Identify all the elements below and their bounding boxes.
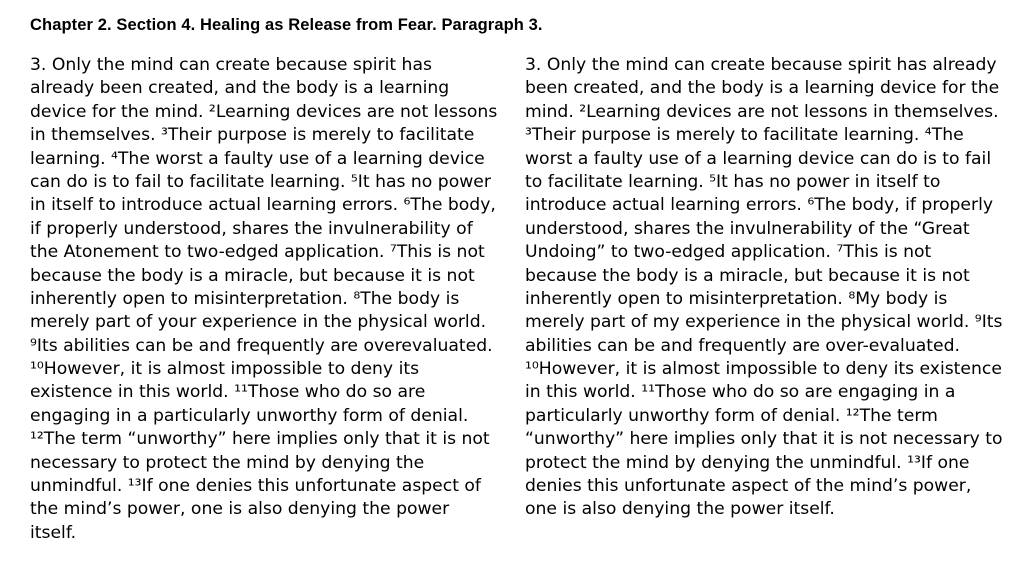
left-column: [0, 54, 512, 545]
right-column: [512, 54, 1024, 522]
right-paragraph-text: 3. Only the mind can create because spirit has already been created, and the body is a learning device for the mind. ²Learning devices are not lessons in themselves. ³Their purpose is merely to facilitate learning. ⁴The worst a faulty use of a learning device can do is to fail to facilitate learning. ⁵It has no power in itself to introduce actual learning errors. ⁶The body, if properly understood, shares the invulnerability of the “Great Undoing” to two-edged application. ⁷This is not because the body is a miracle, but because it is not inherently open to misinterpretation. ⁸My body is merely part of my experience in the physical world. ⁹Its abilities can be and frequently are over-evaluated. ¹⁰However, it is almost impossible to deny its existence in this world. ¹¹Those who do so are engaging in a particularly unworthy form of denial. ¹²The term “unworthy” here implies only that it is not necessary to protect the mind by denying the unmindful. ¹³If one denies this unfortunate aspect of the mind’s power, one is also denying the power itself.: [525, 55, 1003, 520]
two-column-text-body: [0, 54, 1024, 545]
left-paragraph-text: 3. Only the mind can create because spirit has already been created, and the body is a learning device for the mind. ²Learning devices are not lessons in themselves. ³Their purpose is merely to facilitate learning. ⁴The worst a faulty use of a learning device can do is to fail to facilitate learning. ⁵It has no power in itself to introduce actual learning errors. ⁶The body, if properly understood, shares the invulnerability of the Atonement to two-edged application. ⁷This is not because the body is a miracle, but because it is not inherently open to misinterpretation. ⁸The body is merely part of your experience in the physical world. ⁹Its abilities can be and frequently are overevaluated. ¹⁰However, it is almost impossible to deny its existence in this world. ¹¹Those who do so are engaging in a particularly unworthy form of denial. ¹²The term “unworthy” here implies only that it is not necessary to protect the mind by denying the unmindful. ¹³If one denies this unfortunate aspect of the mind’s power, one is also denying the power itself.: [30, 55, 498, 543]
page-title: Chapter 2. Section 4. Healing as Release from Fear. Paragraph 3.: [30, 16, 543, 34]
